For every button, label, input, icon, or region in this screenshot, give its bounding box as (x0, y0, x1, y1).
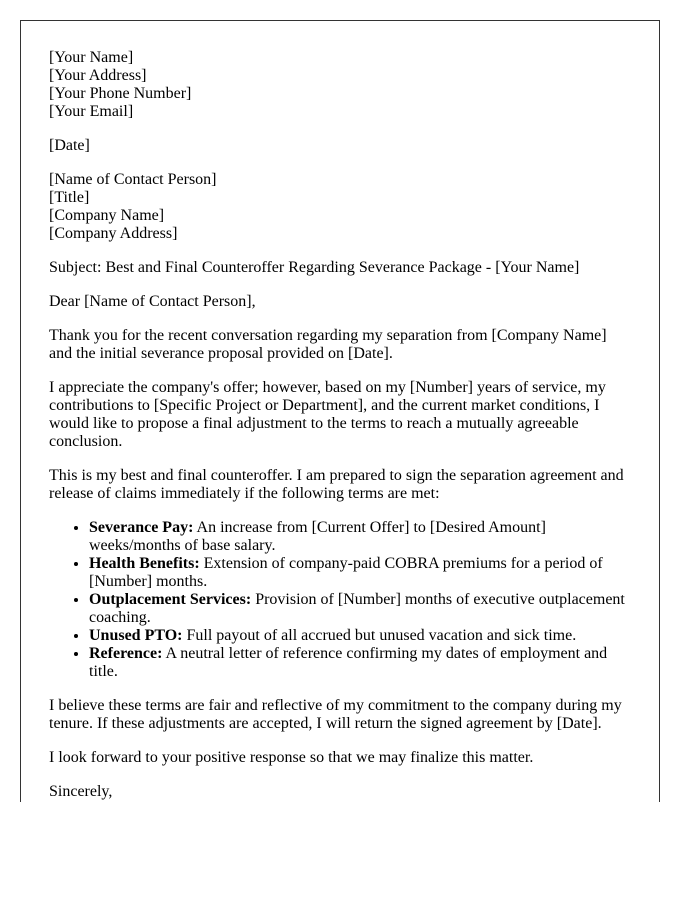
term-text: Extension of company-paid COBRA premiums for a period of [Number] months. (89, 555, 603, 590)
term-text: An increase from [Current Offer] to [Desired Amount] weeks/months of base salary. (89, 519, 546, 554)
term-label: Outplacement Services: (89, 591, 252, 608)
sender-address: [Your Address] (49, 67, 147, 84)
sender-name: [Your Name] (49, 49, 134, 66)
paragraph-final-offer: This is my best and final counteroffer. I am prepared to sign the separation agreement and release of claims immediately if the following terms are met: (49, 467, 624, 502)
sender-phone: [Your Phone Number] (49, 85, 192, 102)
letter-date: [Date] (49, 137, 90, 154)
sender-email: [Your Email] (49, 103, 134, 120)
term-item-unused-pto (89, 627, 631, 645)
term-item-health-benefits (89, 555, 631, 591)
term-label: Unused PTO: (89, 627, 183, 644)
term-item-outplacement (89, 591, 631, 627)
sender-block (49, 49, 631, 121)
term-label: Severance Pay: (89, 519, 194, 536)
term-item-severance-pay (89, 519, 631, 555)
term-text: Full payout of all accrued but unused vacation and sick time. (182, 627, 577, 644)
term-text: Provision of [Number] months of executive outplacement coaching. (89, 591, 625, 626)
recipient-address: [Company Address] (49, 225, 178, 242)
closing-sincerely: Sincerely, (49, 783, 113, 800)
recipient-company: [Company Name] (49, 207, 165, 224)
subject-line: Subject: Best and Final Counteroffer Regarding Severance Package - [Your Name] (49, 259, 580, 276)
letter-page (20, 20, 660, 802)
term-label: Reference: (89, 645, 163, 662)
recipient-title: [Title] (49, 189, 90, 206)
paragraph-fairness: I believe these terms are fair and reflective of my commitment to the company during my tenure. If these adjustments are accepted, I will return the signed agreement by [Date]. (49, 697, 622, 732)
terms-list (49, 519, 631, 681)
paragraph-appreciation: I appreciate the company's offer; however, based on my [Number] years of service, my contributions to [Specific Project or Department], and the current market conditions, I would like to propose a final adjustment to the terms to reach a mutually agreeable conclusion. (49, 379, 606, 450)
salutation: Dear [Name of Contact Person], (49, 293, 256, 310)
term-item-reference (89, 645, 631, 681)
recipient-name: [Name of Contact Person] (49, 171, 217, 188)
term-label: Health Benefits: (89, 555, 200, 572)
recipient-block (49, 171, 631, 243)
term-text: A neutral letter of reference confirming my dates of employment and title. (89, 645, 608, 680)
paragraph-intro: Thank you for the recent conversation regarding my separation from [Company Name] and the initial severance proposal provided on [Date]. (49, 327, 607, 362)
paragraph-closing: I look forward to your positive response so that we may finalize this matter. (49, 749, 534, 766)
